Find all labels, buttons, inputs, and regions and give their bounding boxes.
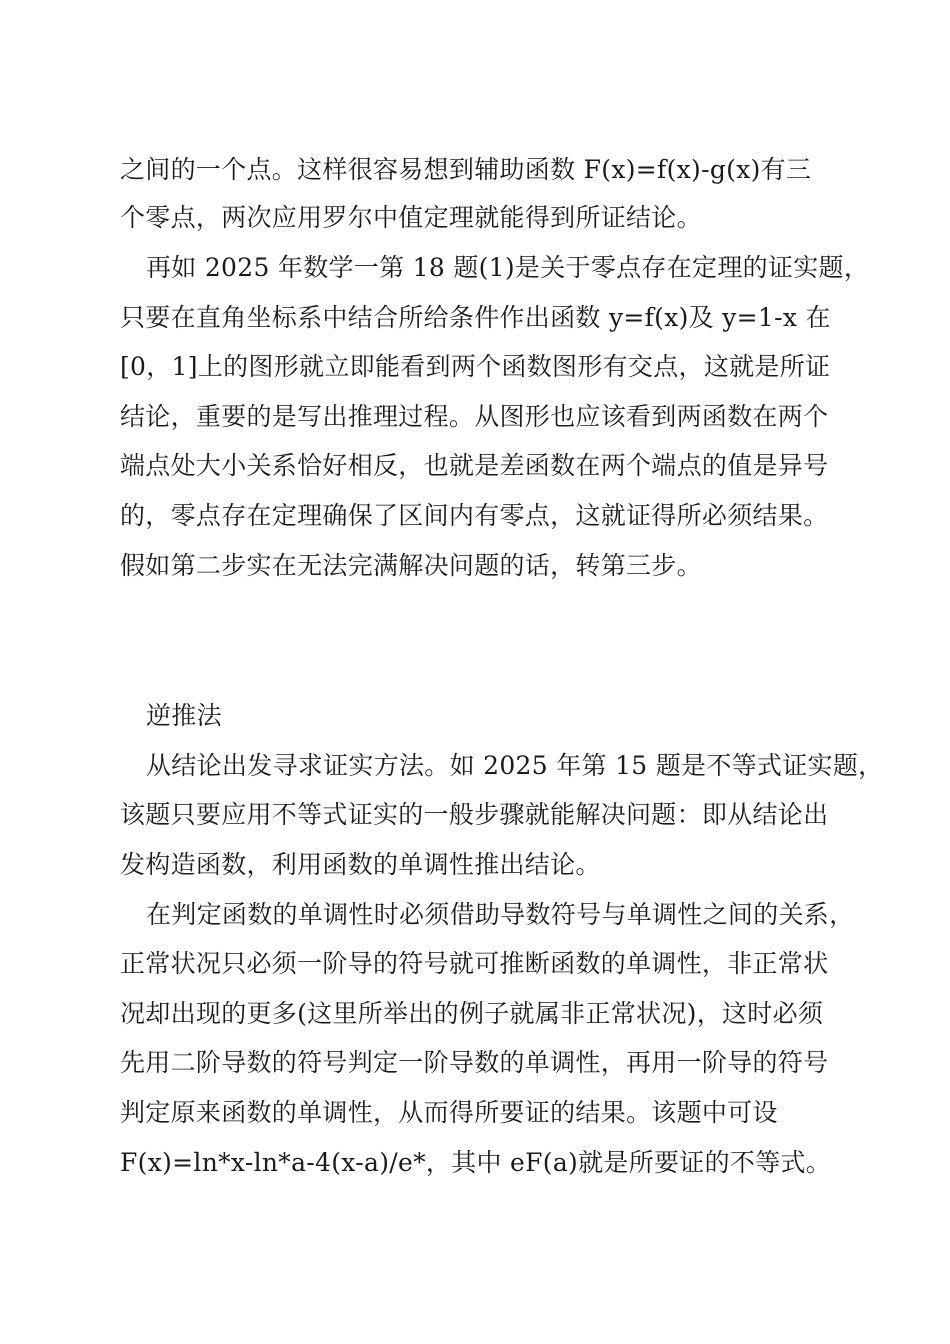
paragraph-2-line-7: 假如第二步实在无法完满解决问题的话，转第三步。 — [120, 551, 702, 580]
paragraph-2-line-6: 的，零点存在定理确保了区间内有零点，这就证得所必须结果。 — [120, 501, 829, 530]
section-heading: 逆推法 — [146, 701, 222, 730]
paragraph-2-line-5: 端点处大小关系恰好相反，也就是差函数在两个端点的值是异号 — [120, 451, 829, 480]
paragraph-2-line-1: 再如 2025 年数学一第 18 题(1)是关于零点存在定理的证实题， — [146, 253, 870, 282]
paragraph-2-line-4: 结论，重要的是写出推理过程。从图形也应该看到两函数在两个 — [120, 402, 829, 431]
paragraph-2-line-2: 只要在直角坐标系中结合所给条件作出函数 y=f(x)及 y=1-x 在 — [120, 303, 831, 332]
paragraph-4-line-2: 正常状况只必须一阶导的符号就可推断函数的单调性，非正常状 — [120, 949, 829, 978]
paragraph-3-line-2: 该题只要应用不等式证实的一般步骤就能解决问题：即从结论出 — [120, 800, 829, 829]
paragraph-4-line-3: 况却出现的更多(这里所举出的例子就属非正常状况)，这时必须 — [120, 999, 824, 1028]
paragraph-4-line-1: 在判定函数的单调性时必须借助导数符号与单调性之间的关系， — [146, 900, 855, 929]
paragraph-4-line-6: F(x)=ln*x-ln*a-4(x-a)/e*，其中 eF(a)就是所要证的不等式。 — [120, 1148, 832, 1177]
paragraph-3-line-1: 从结论出发寻求证实方法。如 2025 年第 15 题是不等式证实题， — [146, 751, 884, 780]
paragraph-1-line-1: 之间的一个点。这样很容易想到辅助函数 F(x)=f(x)-g(x)有三 — [120, 155, 812, 184]
paragraph-1-line-2: 个零点，两次应用罗尔中值定理就能得到所证结论。 — [120, 203, 702, 232]
paragraph-2-line-3: [0，1]上的图形就立即能看到两个函数图形有交点，这就是所证 — [120, 352, 831, 381]
paragraph-3-line-3: 发构造函数，利用函数的单调性推出结论。 — [120, 850, 601, 879]
paragraph-4-line-5: 判定原来函数的单调性，从而得所要证的结果。该题中可设 — [120, 1098, 778, 1127]
paragraph-4-line-4: 先用二阶导数的符号判定一阶导数的单调性，再用一阶导的符号 — [120, 1048, 829, 1077]
